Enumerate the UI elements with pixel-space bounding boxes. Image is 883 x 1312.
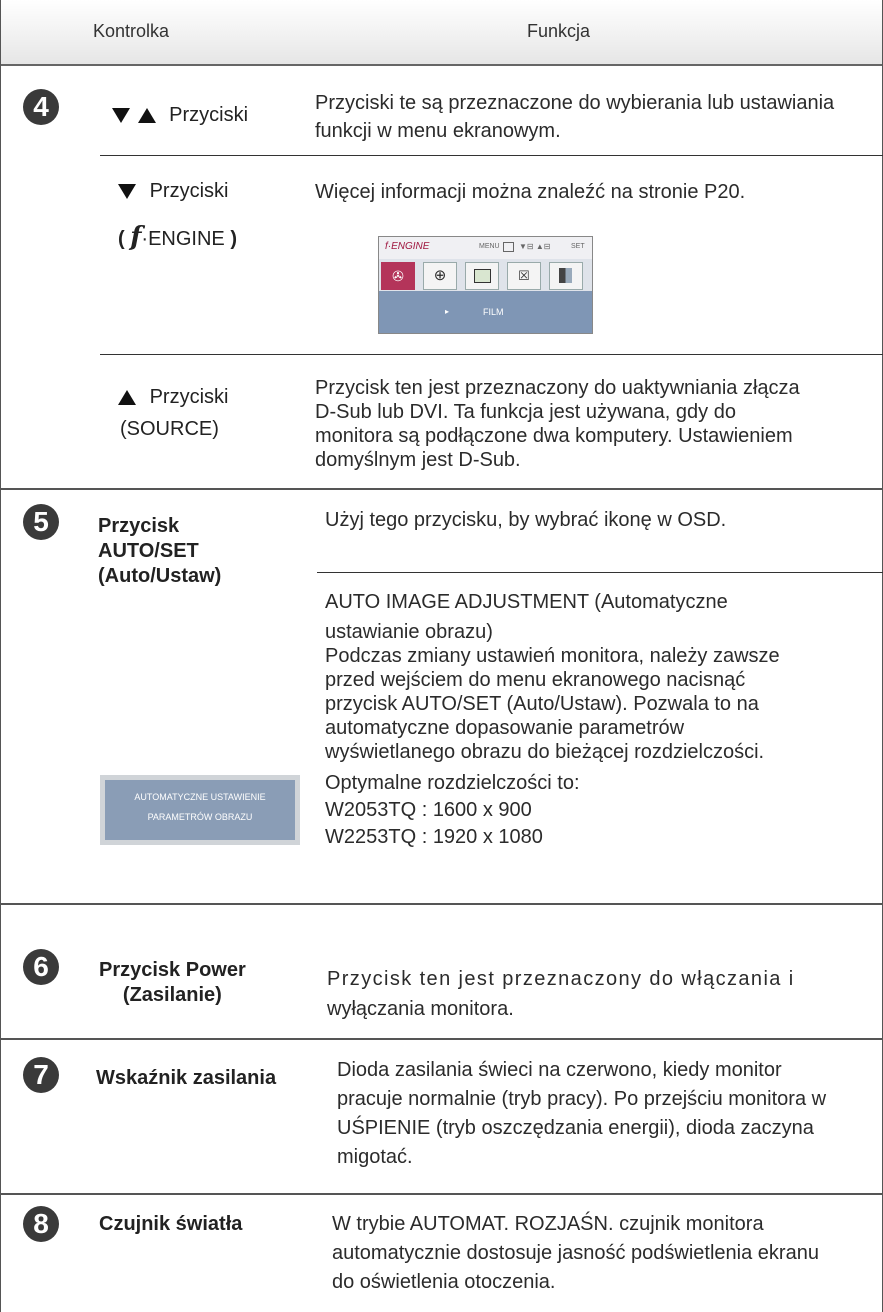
row-divider (100, 354, 883, 355)
osd-selection-bar (379, 291, 592, 333)
row6-desc-line: wyłączania monitora. (327, 998, 514, 1020)
fengine-osd-image (378, 236, 593, 334)
f-engine-logo-icon: f (130, 222, 142, 252)
row5-label-line: Przycisk (98, 515, 180, 537)
row-divider (0, 1193, 883, 1195)
row8-description (332, 1210, 819, 1297)
row4c-source-label: (SOURCE) (120, 418, 219, 440)
row7-desc-line: migotać. (337, 1146, 413, 1168)
row5-description-1: Użyj tego przycisku, by wybrać ikonę w OSD. (325, 509, 727, 531)
engine-text: ENGINE (148, 228, 225, 250)
row4b-control (118, 180, 228, 203)
user-mode-icon (549, 262, 583, 290)
row5-control (98, 514, 221, 589)
up-arrow-icon (118, 390, 136, 405)
row4c-description (315, 376, 800, 472)
osd-set-hint: SET (571, 243, 585, 250)
off-mode-icon: ☒ (507, 262, 541, 290)
movie-mode-icon: ✇ (381, 262, 415, 290)
row8-desc-line: automatycznie dostosuje jasność podświetlenia ekranu (332, 1242, 819, 1264)
down-arrow-icon (112, 108, 130, 123)
row5-desc-line: przycisk AUTO/SET (Auto/Ustaw). Pozwala to na (325, 693, 759, 715)
auto-adjust-osd-image (100, 775, 300, 845)
row6-label-line: (Zasilanie) (122, 984, 222, 1006)
row7-desc-line: UŚPIENIE (tryb oszczędzania energii), dioda zaczyna (337, 1117, 814, 1139)
row4c-control (118, 386, 228, 409)
row8-label: Czujnik światła (99, 1213, 243, 1235)
row5-desc-line: wyświetlanego obrazu do bieżącej rozdzielczości. (325, 741, 765, 763)
header-control: Kontrolka (93, 21, 170, 41)
row4a-desc-line: funkcji w menu ekranowym. (315, 120, 561, 142)
row4a-label: Przyciski (169, 104, 249, 126)
row4b-engine-label: ( f·ENGINE ) (118, 222, 237, 252)
row5-desc-line: AUTO IMAGE ADJUSTMENT (Automatyczne (325, 591, 728, 613)
auto-adjust-line: PARAMETRÓW OBRAZU (147, 812, 253, 822)
osd-selected-mode: FILM (483, 307, 504, 317)
row4c-desc-line: domyślnym jest D-Sub. (315, 449, 521, 471)
row6-label-line: Przycisk Power (99, 959, 246, 981)
row5-desc-line: ustawianie obrazu) (325, 621, 493, 643)
menu-key-icon (503, 242, 514, 252)
row5-resolutions (325, 770, 580, 851)
row4a-desc-line: Przyciski te są przeznaczone do wybierania lub ustawiania (315, 92, 835, 114)
row-divider (317, 572, 883, 573)
resolution-title: Optymalne rozdzielczości to: (325, 772, 580, 794)
internet-mode-icon: ⊕ (423, 262, 457, 290)
row5-desc-line: przed wejściem do menu ekranowego nacisnąć (325, 669, 746, 691)
row4b-label: Przyciski (149, 180, 229, 202)
auto-adjust-line: AUTOMATYCZNE USTAWIENIE (134, 792, 266, 802)
row-number-7: 7 (23, 1057, 59, 1093)
row4a-description (315, 91, 834, 143)
row7-desc-line: Dioda zasilania świeci na czerwono, kiedy monitor (337, 1059, 782, 1081)
osd-title: f·ENGINE (385, 241, 430, 252)
row5-desc-line: Podczas zmiany ustawień monitora, należy zawsze (325, 645, 780, 667)
row7-description (337, 1056, 826, 1172)
row5-description-2 (325, 590, 780, 764)
row7-desc-line: pracuje normalnie (tryb pracy). Po przejściu monitora w (337, 1088, 827, 1110)
row4c-desc-line: Przycisk ten jest przeznaczony do uaktywniania złącza (315, 377, 800, 399)
row4c-desc-line: D-Sub lub DVI. Ta funkcja jest używana, gdy do (315, 401, 736, 423)
osd-menu-hint: MENU (479, 243, 500, 250)
row7-label: Wskaźnik zasilania (96, 1067, 277, 1089)
row5-desc-line: automatyczne dopasowanie parametrów (325, 717, 685, 739)
osd-nav-down-icon: ▼⊟ ▲⊟ (519, 242, 551, 251)
row5-label-line: (Auto/Ustaw) (98, 565, 222, 587)
row4c-desc-line: monitora są podłączone dwa komputery. Ustawieniem (315, 425, 793, 447)
osd-icon-row (379, 259, 592, 291)
row-divider (0, 488, 883, 490)
osd-pointer-icon: ▸ (445, 307, 450, 316)
row4b-description: Więcej informacji można znaleźć na stronie P20. (315, 181, 746, 203)
row6-desc-line: Przycisk ten jest przeznaczony do włączania i (327, 968, 795, 990)
row-divider (100, 155, 883, 156)
up-arrow-icon (138, 108, 156, 123)
row4a-control (112, 104, 248, 127)
photo-mode-icon (465, 262, 499, 290)
row6-description (327, 964, 795, 1024)
row5-label-line: AUTO/SET (98, 540, 199, 562)
row8-desc-line: W trybie AUTOMAT. ROZJAŚN. czujnik monitora (332, 1213, 764, 1235)
row-number-6: 6 (23, 949, 59, 985)
row-divider (0, 903, 883, 905)
row8-desc-line: do oświetlenia otoczenia. (332, 1271, 556, 1293)
row-number-8: 8 (23, 1206, 59, 1242)
resolution-item: W2253TQ : 1920 x 1080 (325, 826, 543, 848)
row-divider (0, 1038, 883, 1040)
table-header (0, 0, 883, 66)
resolution-item: W2053TQ : 1600 x 900 (325, 799, 532, 821)
osd-top-bar (379, 237, 592, 259)
header-function: Funkcja (527, 21, 591, 41)
row-number-4: 4 (23, 89, 59, 125)
row4c-label: Przyciski (149, 386, 229, 408)
row-number-5: 5 (23, 504, 59, 540)
table-left-border (0, 0, 1, 1312)
row6-control (99, 958, 246, 1008)
down-arrow-icon (118, 184, 136, 199)
